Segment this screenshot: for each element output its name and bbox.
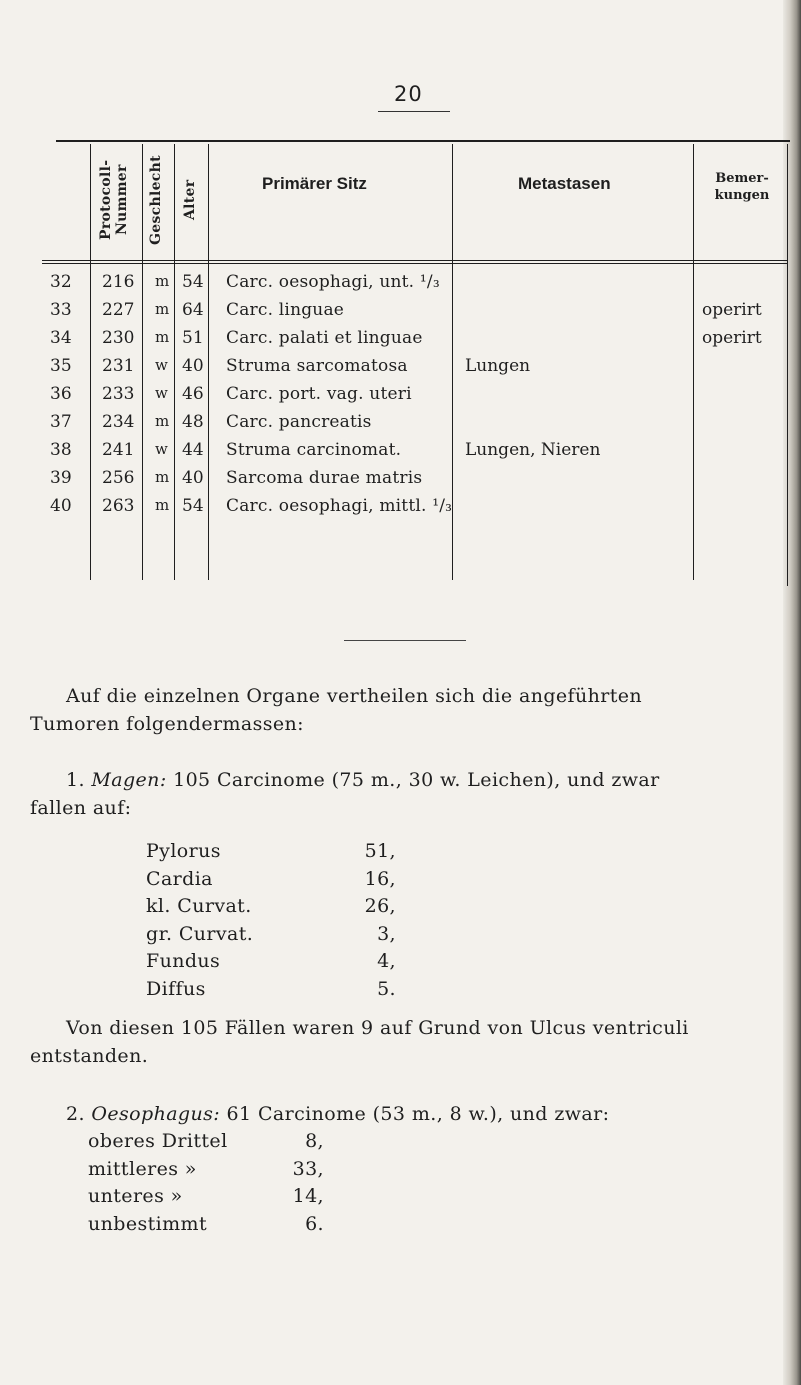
list-item-value: 51, (364, 840, 396, 862)
list-item-label: unbestimmt (88, 1212, 208, 1235)
cell-sex: m (155, 468, 170, 486)
table-row (42, 468, 787, 496)
table-top-rule (56, 140, 790, 142)
cell-primary: Carc. oesophagi, unt. ¹/₃ (226, 272, 440, 292)
cell-primary: Struma sarcomatosa (226, 356, 408, 376)
cell-age: 54 (182, 496, 204, 516)
intro-line-1: Auf die einzelnen Organe vertheilen sich die angeführten (66, 685, 643, 707)
cell-remarks: operirt (702, 300, 762, 320)
table-row (42, 272, 787, 300)
intro-line-2: Tumoren folgendermassen: (30, 713, 304, 735)
magen-heading-line (66, 766, 660, 794)
list-item-label: mittleres » (88, 1157, 197, 1180)
cell-age: 46 (182, 384, 204, 404)
list-item-label: unteres » (88, 1185, 183, 1207)
cell-primary: Carc. linguae (226, 300, 345, 320)
cell-sex: m (155, 272, 170, 290)
list-item (146, 838, 396, 866)
ulcus-line-1: Von diesen 105 Fällen waren 9 auf Grund von Ulcus ventriculi (66, 1017, 689, 1039)
cell-age: 40 (182, 356, 204, 376)
oesophagus-heading-line (66, 1100, 609, 1128)
list-item-value: 33, (292, 1157, 324, 1180)
header-sex: Geschlecht (148, 155, 164, 245)
list-item-value: 3, (377, 922, 396, 945)
cell-protocol: 233 (102, 384, 135, 404)
cell-nr: 39 (50, 468, 72, 488)
list-item-label: Diffus (146, 977, 206, 1000)
list-item (88, 1183, 324, 1211)
list-item-value: 5. (377, 977, 396, 1000)
table-row (42, 328, 787, 356)
list-item (146, 866, 396, 894)
cell-nr: 37 (50, 412, 72, 432)
magen-summary: 105 Carcinome (75 m., 30 w. Leichen), und zwar (173, 769, 660, 791)
table-row (42, 440, 787, 468)
cell-age: 54 (182, 272, 204, 292)
list-item (146, 976, 396, 1004)
cell-nr: 34 (50, 328, 72, 348)
cell-nr: 40 (50, 496, 72, 516)
list-item-label: oberes Drittel (88, 1130, 228, 1152)
cell-nr: 38 (50, 440, 72, 460)
oesophagus-summary: 61 Carcinome (53 m., 8 w.), und zwar: (226, 1103, 610, 1125)
cell-age: 44 (182, 440, 204, 460)
cell-protocol: 234 (102, 412, 135, 432)
oesophagus-list (88, 1128, 324, 1238)
cell-nr: 32 (50, 272, 72, 292)
table-row (42, 496, 787, 524)
cell-metastases: Lungen (465, 356, 531, 376)
cell-protocol: 231 (102, 356, 135, 376)
list-item-label: Cardia (146, 867, 213, 890)
list-item (88, 1211, 324, 1239)
cell-sex: w (155, 440, 168, 458)
oesophagus-title: Oesophagus: (91, 1103, 221, 1125)
table-row (42, 300, 787, 328)
ulcus-line-2: entstanden. (30, 1045, 149, 1067)
cell-sex: m (155, 328, 170, 346)
cell-sex: w (155, 356, 168, 374)
cell-sex: m (155, 300, 170, 318)
oesophagus-number: 2. (66, 1103, 85, 1125)
page-number: 20 (394, 82, 423, 106)
table-header-rule-double (42, 263, 787, 264)
cell-primary: Carc. palati et linguae (226, 328, 423, 348)
section-separator (344, 640, 466, 641)
cell-nr: 35 (50, 356, 72, 376)
list-item (146, 921, 396, 949)
header-remarks: Bemer-kungen (714, 171, 770, 203)
cell-age: 40 (182, 468, 204, 488)
cell-metastases: Lungen, Nieren (465, 440, 601, 460)
cell-primary: Carc. pancreatis (226, 412, 372, 432)
list-item (146, 948, 396, 976)
cell-primary: Sarcoma durae matris (226, 468, 423, 488)
header-metastases: Metastasen (518, 174, 611, 193)
cell-protocol: 256 (102, 468, 135, 488)
cell-protocol: 263 (102, 496, 135, 516)
list-item (88, 1156, 324, 1184)
cell-protocol: 227 (102, 300, 135, 320)
page-number-underline (378, 111, 450, 112)
cell-nr: 36 (50, 384, 72, 404)
list-item-label: Fundus (146, 950, 221, 972)
tumor-table (42, 140, 790, 588)
list-item-value: 8, (305, 1130, 324, 1152)
col-divider (787, 144, 788, 586)
cell-protocol: 230 (102, 328, 135, 348)
list-item-label: kl. Curvat. (146, 895, 252, 917)
magen-line-2: fallen auf: (30, 797, 132, 819)
list-item-value: 26, (364, 895, 396, 917)
cell-nr: 33 (50, 300, 72, 320)
list-item-label: gr. Curvat. (146, 922, 254, 945)
cell-age: 64 (182, 300, 204, 320)
cell-primary: Carc. oesophagi, mittl. ¹/₃ (226, 496, 453, 516)
header-age: Alter (182, 179, 198, 221)
list-item (88, 1128, 324, 1156)
cell-age: 48 (182, 412, 204, 432)
table-row (42, 412, 787, 440)
cell-remarks: operirt (702, 328, 762, 348)
cell-primary: Struma carcinomat. (226, 440, 402, 460)
header-primary-site: Primärer Sitz (262, 174, 367, 193)
list-item-label: Pylorus (146, 840, 221, 862)
table-header-rule (42, 260, 787, 261)
magen-title: Magen: (91, 769, 167, 791)
cell-sex: w (155, 384, 168, 402)
cell-primary: Carc. port. vag. uteri (226, 384, 412, 404)
cell-sex: m (155, 496, 170, 514)
list-item (146, 893, 396, 921)
magen-number: 1. (66, 769, 85, 791)
cell-sex: m (155, 412, 170, 430)
table-row (42, 384, 787, 412)
list-item-value: 4, (377, 950, 396, 972)
list-item-value: 16, (364, 867, 396, 890)
cell-protocol: 241 (102, 440, 135, 460)
cell-age: 51 (182, 328, 204, 348)
magen-list (146, 838, 396, 1003)
list-item-value: 14, (292, 1185, 324, 1207)
cell-protocol: 216 (102, 272, 135, 292)
table-row (42, 356, 787, 384)
list-item-value: 6. (305, 1212, 324, 1235)
header-protocol-nr: Protocoll-Nummer (98, 159, 130, 241)
